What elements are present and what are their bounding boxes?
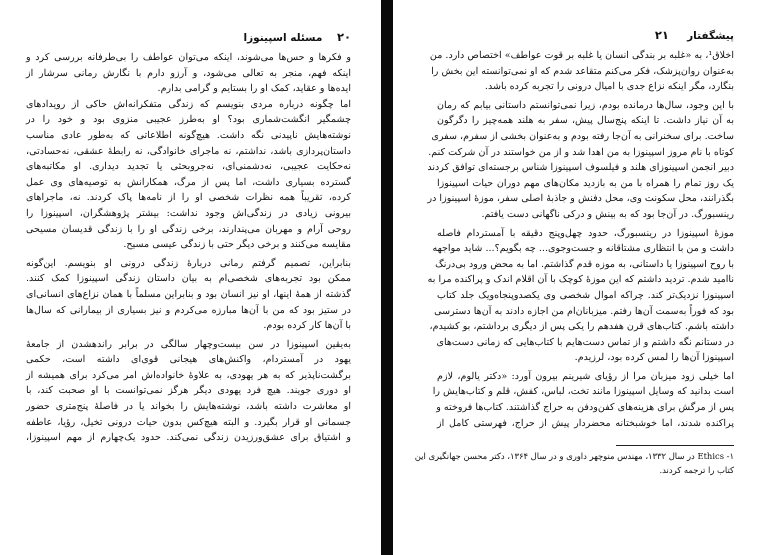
right-running-title: پیشگفتار	[687, 30, 734, 42]
text-line: نه‌حکایت عجیبی، نه‌دشمنی‌ای، نه‌جرو‌بحثی یا تجدید دیداری. او مکاتبه‌های	[26, 161, 351, 173]
text-line: داشته باشم. کتاب‌های قرن هفدهم را یکی پس از دیگری برداشتم، بو کشیدم،	[429, 321, 734, 333]
text-line: بیرونی زیادی در زندگی‌اش وجود نداشت: بیشتر پژوهشگران، اسپینوزا را	[26, 207, 351, 219]
left-page-header	[26, 30, 351, 44]
text-line: اسپینوزا آن‌ها را لمس کرده بود، لرزیدم.	[574, 352, 734, 364]
text-line: یک روز تمام را همراه با من به بازدید مکان‌های مهم دوران حیات اسپینوزا	[437, 177, 734, 189]
text-line: است بدانید که وسایل اسپینوزا مانند تخت، لباس، کفش، قلم و کتاب‌هایش را	[432, 386, 734, 398]
right-page-body	[427, 48, 734, 431]
text-line: بنگارد، مگر اینکه نزاع جدی با امیال درونی را تجربه کرده باشد.	[484, 81, 734, 93]
right-page	[393, 0, 768, 555]
footnote-rule	[616, 445, 734, 446]
right-page-number: ۲۱	[654, 28, 669, 42]
text-line: با این وجود، سال‌ها درمانده بودم، زیرا نمی‌توانستم داستانی بیابم که رمان	[437, 99, 734, 111]
text-line: داستان‌پردازی باشد، نداشتم، نه ماجرای خانوادگی، نه رابطهٔ عشقی، نه‌حسادتی،	[26, 145, 351, 157]
text-line: اسپینوزا نزدیک‌تر کند. چراکه اموال شخصی وی یکصدوپنجاه‌ویک جلد کتاب	[437, 289, 734, 301]
text-line: داشت و من با انتظاری مشتاقانه و جست‌وجوی... چه بگویم؟... شاید مواجهه	[432, 243, 734, 255]
left-page	[0, 0, 381, 555]
text-line: روحی آرام و مهربان می‌پندارند، برخی زندگی او را با زندگی قدیسان مسیحی	[26, 223, 351, 235]
left-page-number: ۲۰	[336, 30, 351, 44]
footnote-line: کتاب را ترجمه کردند.	[659, 464, 734, 475]
text-line: ساخت. برای سخنرانی به آن‌جا رفته بودم و به‌عنوان بخشی از سفرم، سفری	[431, 130, 734, 142]
text-line: یهود در آمستردام، واکنش‌های هیجانی قوی‌ای داشته است، حکمی	[26, 354, 351, 366]
text-line: ناامید شدم. تردید داشتم که این موزهٔ کوچک با آن اقلام اندک و پراکنده مرا به	[427, 274, 734, 286]
text-line: برگشت‌ناپذیر که به هر یهودی، به علاوهٔ خانواده‌اش امر می‌کرد برای همیشه از	[26, 369, 351, 381]
text-line: دبیر انجمن اسپینوزای هلند و فیلسوف اسپینوزا شناس برجسته‌ای توافق کردند	[427, 162, 734, 174]
text-line: و اشتیاق برای عشق‌ورزیدن زندگی نمی‌کند. حدود یک‌چهارم از مهم اسپینوزا،	[26, 432, 351, 444]
footnote	[414, 450, 734, 477]
text-line: بگذرانند، محل سکونت وی، محل دفنش و جاذبهٔ اصلی سفر، موزهٔ اسپینوزا در	[427, 193, 734, 205]
text-line: موزهٔ اسپینوزا در رینسبورگ، حدود چهل‌وپنج دقیقه با آمستردام فاصله	[437, 227, 734, 239]
text-line: او دوری جویند. هیچ فرد یهودی دیگر هرگز نمی‌توانست با او صحبت کند، با	[26, 385, 351, 397]
text-line: به آن نیاز داشت. تا اینکه پنج‌سال پیش، سفر به هلند همه‌چیز را دگرگون	[437, 115, 734, 127]
text-line: بود که فوراً به‌سمت آن‌ها رفتم. میزبانان‌ام من اجازه دادند به آن‌ها دسترسی	[434, 305, 734, 317]
text-line: چشمگیر انگشت‌شماری بود؟ او به‌طرز عجیبی منزوی بود و خود را در	[26, 114, 351, 126]
text-line: با آن‌ها کار کرده بودم.	[263, 320, 351, 332]
text-line: بنابراین، تصمیم گرفتم رمانی دربارهٔ زندگی درونی او بنویسم. این‌گونه	[26, 257, 351, 269]
text-line: او معاشرت داشته باشد، نوشته‌هایش را بخواند یا در فاصلهٔ پنج‌متری حضور	[26, 401, 351, 413]
text-line: جسمانی او قرار بگیرد. و البته هیچ‌کس بدون حیات درونی تخیل، رؤیا، عاطفه	[26, 416, 351, 428]
text-line: پراکنده شدند، اما خوشبختانه محضردار پیش از حراج، فهرستی کامل از	[437, 417, 734, 429]
text-line: نوشته‌هایش ناپیدنی نگه داشت. هیچ‌گونه اطلاعاتی که به‌طور عادی مناسب	[26, 129, 351, 141]
text-line: با روح اسپینوزا یا داستانی، به موزه قدم گذاشتم. اما به محض ورود بی‌درنگ	[435, 258, 734, 270]
left-page-body	[26, 50, 351, 446]
right-page-header	[437, 28, 734, 42]
text-line: در دستانم نگه داشتم و از تماس دست‌هایم با کتاب‌هایی که زمانی دست‌های	[436, 336, 734, 348]
text-line: اینکه فهم، منجر به تعالی می‌شود، و آرزو دارم با نگارش رمانی سرشار از	[26, 67, 351, 79]
text-line: و فکرها و حس‌ها می‌شوند، اینکه می‌توان عواطف را بی‌طرفانه بررسی کرد و	[26, 52, 351, 63]
text-line: ممکن بود تجربه‌های شخصی‌ام به بیان داستان زندگی اسپینوزا کمک کنند.	[26, 273, 351, 285]
text-line: به‌یقین اسپینوزا در سن بیست‌وچهار سالگی در برابر راندهشدن از جامعهٔ	[26, 338, 351, 350]
text-line: در ستیز بود که من با آن‌ها مبارزه می‌کردم و نیز بسیاری از بیمارانی که سال‌ها	[26, 304, 351, 316]
text-line: گسترده بسیاری داشت، اما پس از مرگ، همکارانش به توصیه‌های وی عمل	[26, 176, 351, 188]
left-running-title: مسئله اسپینوزا	[243, 32, 323, 44]
footnote-line: ۱- Ethics در سال ۱۳۳۲، مهندس منوچهر داوری و در سال ۱۳۶۴، دکتر محسن جهانگیری این	[414, 451, 734, 462]
text-line: اما خیلی زود میزبان مرا از رؤیای شیرینم بیرون آورد: «دکتر یالوم، لازم	[437, 370, 734, 382]
text-line: اخلاق¹، به «غلبه بر بندگی انسان یا غلبه بر قوت عواطف» اختصاص دارد. من	[429, 50, 734, 61]
text-line: رینسبورگ. در آن‌جا بود که به بینش و درکی ناگهانی دست یافتم.	[481, 208, 734, 220]
text-line: ایده‌ها و عقاید، کمک او را بستایم و گرامی بدارم.	[157, 83, 351, 95]
text-line: مقایسه می‌کنند و برخی دیگر حتی با زندگی عیسی مسیح.	[123, 239, 351, 251]
text-line: کرده، تقریباً همه نظرات شخصی او را از نامه‌ها پاک کردند. نه، ماجراهای	[26, 192, 351, 204]
text-line: کوتاه با نام مروز اسپینوزا به من اهدا شد و از من خواستند در آن شرکت کنم.	[428, 146, 734, 158]
text-line: گذشته از همهٔ اینها، او نیز انسان بود و بنابراین مسلماً با همان نزاع‌های انسانی‌ای	[26, 288, 351, 300]
text-line: پس از مرگش برای هزینه‌های کفن‌ودفن به حراج گذاشتند. کتاب‌ها فروخته و	[436, 402, 734, 414]
book-gutter	[381, 0, 393, 555]
text-line: اما چگونه درباره مردی بنویسم که زندگی متفکرانه‌اش حاکی از رویدادهای	[26, 98, 351, 110]
text-line: به‌عنوان روان‌پزشک، فکر می‌کنم متقاعد شدم که او نمی‌توانسته این بخش را	[431, 65, 734, 77]
